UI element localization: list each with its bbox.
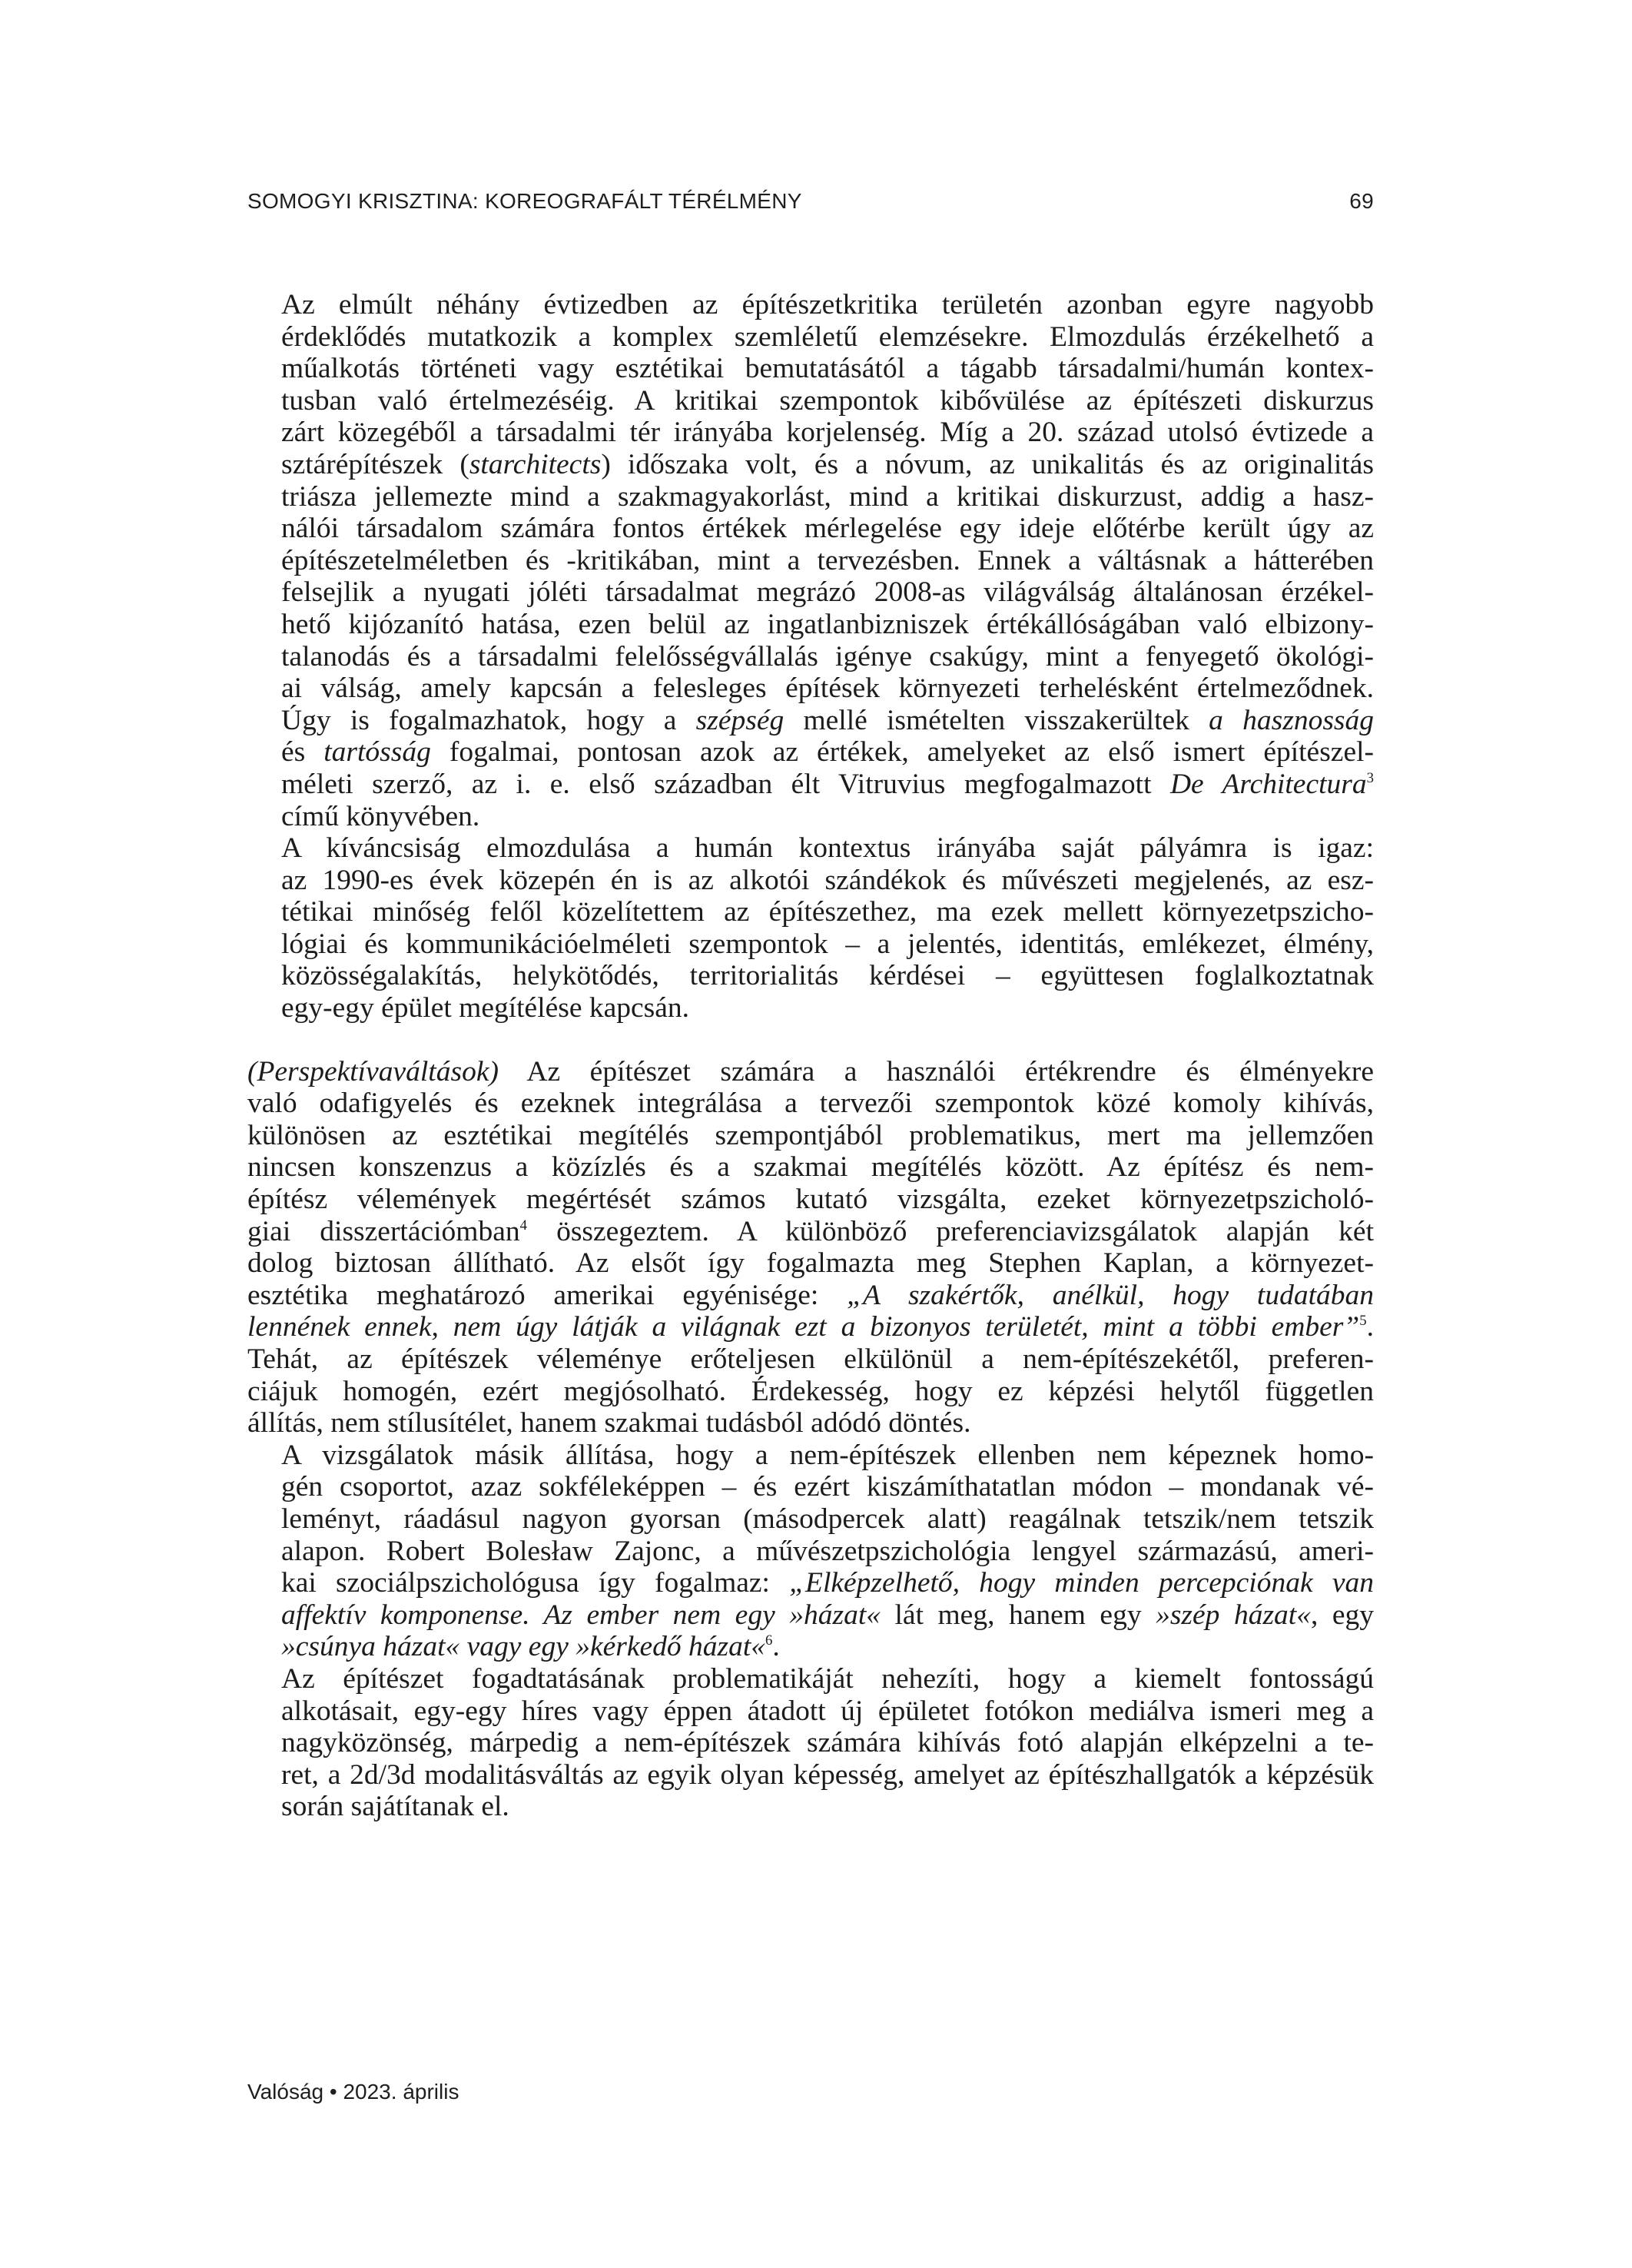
italic-emphasis: lennének ennek, nem úgy látják a világnak ezt a bizonyos területét, mint a többi ember” bbox=[247, 1311, 1360, 1343]
italic-emphasis: „Elképzelhető, hogy minden percepciónak van bbox=[789, 1567, 1375, 1599]
text-line: giai disszertációmban$^4$ összegeztem. A különböző preferenciavizsgálatok alapján két bbox=[247, 1215, 1374, 1247]
text-line: nincsen konszenzus a közízlés és a szakmai megítélés között. Az építész és nem- bbox=[247, 1151, 1374, 1184]
text-line: egy-egy épület megítélése kapcsán. bbox=[281, 992, 690, 1024]
text-line: nálói társadalom számára fontos értékek mérlegelése egy ideje előtérbe került úgy az bbox=[281, 513, 1374, 545]
text-line: érdeklődés mutatkozik a komplex szemléletű elemzésekre. Elmozdulás érzékelhető a bbox=[281, 320, 1374, 353]
text-line: A vizsgálatok másik állítása, hogy a nem-építészek ellenben nem képeznek homo- bbox=[281, 1439, 1374, 1471]
text-line: zárt közegéből a társadalmi tér irányába korjelenség. Míg a 20. század utolsó évtizede a bbox=[281, 417, 1374, 449]
footer-journal: Valóság • 2023. április bbox=[247, 2080, 459, 2104]
text-line: lennének ennek, nem úgy látják a világnak ezt a bizonyos területét, mint a többi ember”$^5$. bbox=[247, 1311, 1374, 1343]
footnote-marker[interactable]: 5 bbox=[1359, 1313, 1367, 1330]
text-line: lógiai és kommunikációelméleti szempontok – a jelentés, identitás, emlékezet, élmény, bbox=[281, 928, 1374, 960]
paragraph bbox=[247, 832, 1374, 1024]
text-line: affektív komponense. Az ember nem egy »házat« lát meg, hanem egy »szép házat«, egy bbox=[281, 1599, 1374, 1631]
italic-emphasis: »szép házat« bbox=[1156, 1599, 1311, 1631]
italic-emphasis: (Perspektívaváltások) bbox=[247, 1055, 499, 1088]
text-line: ciájuk homogén, ezért megjósolható. Érdekesség, hogy ez képzési helytől független bbox=[247, 1375, 1374, 1407]
text-line: »csúnya házat« vagy egy »kérkedő házat«$^6$. bbox=[281, 1631, 780, 1663]
text-line: talanodás és a társadalmi felelősségvállalás igénye csakúgy, mint a fenyegető ökológi- bbox=[281, 640, 1374, 672]
paragraph-section-perspektivavaltasok bbox=[247, 1056, 1374, 1439]
text-line: építészetelméletben és -kritikában, mint a tervezésben. Ennek a váltásnak a hátterében bbox=[281, 544, 1374, 576]
footnote-marker[interactable]: 4 bbox=[519, 1217, 527, 1234]
italic-emphasis: tartósság bbox=[323, 736, 431, 769]
text-line: állítás, nem stílusítélet, hanem szakmai tudásból adódó döntés. bbox=[247, 1407, 971, 1439]
text-line: hető kijózanító hatása, ezen belül az ingatlanbizniszek értékállóságában való elbizony- bbox=[281, 608, 1374, 640]
text-line: az 1990-es évek közepén én is az alkotói szándékok és művészeti megjelenés, az esz- bbox=[281, 864, 1374, 896]
text-line: triásza jellemezte mind a szakmagyakorlást, mind a kritikai diskurzust, addig a hasz- bbox=[281, 480, 1374, 513]
paragraph bbox=[247, 1439, 1374, 1663]
text-line: dolog biztosan állítható. Az elsőt így fogalmazta meg Stephen Kaplan, a környezet- bbox=[247, 1247, 1374, 1280]
text-line: (Perspektívaváltások) Az építészet számára a használói értékrendre és élményekre bbox=[247, 1055, 1374, 1088]
text-line: ai válság, amely kapcsán a felesleges építések környezeti terhelésként értelmeződnek. bbox=[281, 672, 1374, 705]
footnote-marker[interactable]: 3 bbox=[1366, 769, 1374, 786]
text-line: Tehát, az építészek véleménye erőteljesen elkülönül a nem-építészekétől, preferen- bbox=[247, 1343, 1374, 1375]
text-line: gén csoportot, azaz sokféleképpen – és ezért kiszámíthatatlan módon – mondanak vé- bbox=[281, 1471, 1374, 1503]
paragraph bbox=[247, 289, 1374, 832]
text-line: A kíváncsiság elmozdulása a humán kontextus irányába saját pályámra is igaz: bbox=[281, 832, 1374, 865]
text-line: építész vélemények megértését számos kutató vizsgálta, ezeket környezetpszicholó- bbox=[247, 1184, 1374, 1216]
italic-emphasis: affektív komponense. Az ember nem egy »házat« bbox=[281, 1599, 881, 1631]
text-line: során sajátítanak el. bbox=[281, 1791, 509, 1823]
text-line: méleti szerző, az i. e. első században élt Vitruvius megfogalmazott De Architectura$^3$ bbox=[281, 768, 1374, 800]
text-line: Az elmúlt néhány évtizedben az építészetkritika területén azonban egyre nagyobb bbox=[281, 289, 1374, 320]
text-line: és tartósság fogalmai, pontosan azok az értékek, amelyeket az első ismert építészel- bbox=[281, 736, 1374, 769]
text-line: közösségalakítás, helykötődés, territorialitás kérdései – együttesen foglalkoztatnak bbox=[281, 960, 1374, 992]
text-line: ret, a 2d/3d modalitásváltás az egyik olyan képesség, amelyet az építészhallgatók a képzésük bbox=[281, 1758, 1374, 1791]
text-line: esztétika meghatározó amerikai egyénisége: „A szakértők, anélkül, hogy tudatában bbox=[247, 1279, 1374, 1311]
text-line: Úgy is fogalmazhatok, hogy a szépség mellé ismételten visszakerültek a hasznosság bbox=[281, 704, 1375, 736]
running-head bbox=[247, 189, 1374, 214]
italic-emphasis: a hasznosság bbox=[1209, 704, 1375, 736]
italic-emphasis: De Architectura bbox=[1169, 768, 1367, 800]
italic-emphasis: „A szakértők, anélkül, hogy tudatában bbox=[847, 1279, 1374, 1311]
page-number: 69 bbox=[1349, 189, 1374, 213]
text-line: különösen az esztétikai megítélés szempontjából problematikus, mert ma jellemzően bbox=[247, 1119, 1374, 1151]
text-line: kai szociálpszichológusa így fogalmaz: „Elképzelhető, hogy minden percepciónak van bbox=[281, 1567, 1375, 1599]
paragraph bbox=[247, 1663, 1374, 1823]
italic-emphasis: szépség bbox=[695, 704, 784, 736]
text-line: Az építészet fogadtatásának problematikáját nehezíti, hogy a kiemelt fontosságú bbox=[281, 1662, 1374, 1695]
text-line: műalkotás történeti vagy esztétikai bemutatásától a tágabb társadalmi/humán kontex- bbox=[281, 353, 1374, 385]
text-line: felsejlik a nyugati jóléti társadalmat megrázó 2008-as világválság általánosan érzékel- bbox=[281, 576, 1374, 609]
text-line: való odafigyelés és ezeknek integrálása a tervezői szempontok közé komoly kihívás, bbox=[247, 1088, 1374, 1120]
footnote-marker[interactable]: 6 bbox=[765, 1632, 773, 1649]
text-line: című könyvében. bbox=[281, 800, 480, 832]
text-line: alkotásait, egy-egy híres vagy éppen átadott új épületet fotókon mediálva ismeri meg a bbox=[281, 1695, 1374, 1727]
text-line: leményt, ráadásul nagyon gyorsan (másodpercek alatt) reagálnak tetszik/nem tetszik bbox=[281, 1503, 1374, 1535]
text-line: tusban való értelmezéséig. A kritikai szempontok kibővülése az építészeti diskurzus bbox=[281, 384, 1374, 417]
italic-emphasis: »csúnya házat« vagy egy »kérkedő házat« bbox=[281, 1631, 766, 1663]
text-line: sztárépítészek (starchitects) időszaka volt, és a nóvum, az unikalitás és az originalitás bbox=[281, 448, 1374, 480]
body-text bbox=[247, 289, 1374, 1823]
italic-emphasis: starchitects bbox=[469, 448, 602, 480]
text-line: alapon. Robert Bolesław Zajonc, a művészetpszichológia lengyel származású, ameri- bbox=[281, 1535, 1374, 1567]
running-title: SOMOGYI KRISZTINA: KOREOGRAFÁLT TÉRÉLMÉNY bbox=[247, 189, 802, 213]
text-line: nagyközönség, márpedig a nem-építészek számára kihívás fotó alapján elképzelni a te- bbox=[281, 1727, 1374, 1759]
text-line: tétikai minőség felől közelítettem az építészethez, ma ezek mellett környezetpszicho- bbox=[281, 896, 1374, 928]
